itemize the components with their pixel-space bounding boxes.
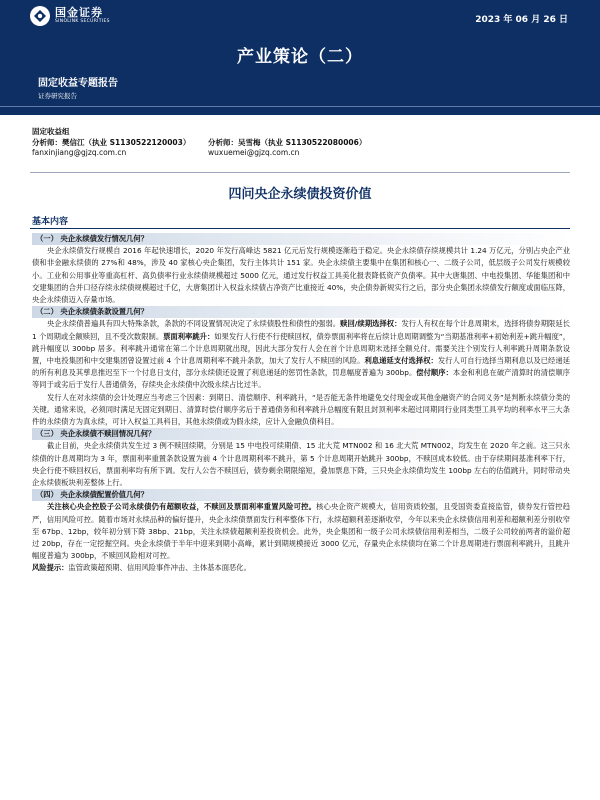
report-header — [0, 0, 600, 115]
paragraph-q4: 关注核心央企控股子公司永续债仍有超额收益，不赎回及票面利率重置风险可控。核心央企资产规模大，信用资质较强，且受国资委直接监管，债券发行管控趋严，信用风险可控。随着市场对永续品种的偏好提升，央企永续债票面发行利率整体下行，永续超额利差逐渐收窄，今年以来央企永续债信用利差和超额利差分别收窄至 67bp、12bp，较年初分别下降 38bp、21bp，关注永续债超额利差投资机会。此外，央企集团和一级子公司永续债信用利差相当，二级子公司较前两者的溢价超过 20bp，存在一定挖掘空间。央企永续债于半年中迎来到期小高峰，累计到期规模接近 3000 亿元，存量央企永续债均在第二个计息周期进行票面利率跳升，且跳升幅度普遍为 300bp，不赎回风险相对可控。 — [32, 502, 570, 561]
paragraph-q3: 截止目前，央企永续债共发生过 3 例不赎回续期，分别是 15 中电投可续期债、15 北大荒 MTN002 和 16 北大荒 MTN002，均发生在 2020 年之前。这三只永续债的计息周期均为 3 年，票面利率重置条款设置为前 4 个计息周期利率不跳升，第 5 个计息周期开始跳升 300bp，不赎回成本较低。由于存续期间基准利率下行，央企行使不赎回权后，票面利率均有所下调。发行人公告不赎回后，债券剩余期限缩短，叠加票息下降，三只央企永续债均发生 100bp 左右的估值跳升，同时带动央企永续债板块利差整体上行。 — [32, 441, 570, 488]
analyst-2-email: wuxuemei@gjzq.com.cn — [208, 148, 300, 157]
report-category: 证券研究报告 — [38, 92, 77, 100]
document-title: 四问央企永续债投资价值 — [228, 187, 372, 202]
meta-divider — [30, 172, 570, 173]
analyst-1-email: fanxinjiang@gjzq.com.cn — [32, 148, 127, 157]
report-date: 2023 年 06 月 26 日 — [475, 15, 568, 25]
question-3-heading: （三） 央企永续债不赎回情况几何？ — [32, 428, 570, 440]
analyst-info — [32, 127, 384, 159]
section-heading: 基本内容 — [32, 217, 69, 227]
logo-name-cn: 国金证券 — [55, 6, 103, 19]
report-type: 固定收益专题报告 — [38, 78, 118, 89]
paragraph-q2-clauses: 央企永续债普遍具有四大特殊条款，条款的不同设置情况决定了永续债股性和债性的强弱。赎回/续期选择权：发行人有权在每个计息周期末，选择将债券期限延长 1 个周期或全额赎回，且不受次数限制。票面利率跳升：如果发行人行使不行使赎回权，债券票面利率将在后续计息周期调整为“当期基准利率+初始利差+跳升幅度”，跳升幅度以 300bp 居多。利率跳升通常在第二个计息周期就出现，因此大部分发行人会在首个计息周期末选择全额兑付。需要关注个别发行人利率跳升周期条款设置，中电投集团和中交建集团曾设置过前 4 个计息周期利率不跳升条款，加大了发行人不赎回的风险。利息递延支付选择权：发行人可自行选择当期利息以及已经递延的所有利息及其孳息推迟至下一个付息日支付，部分永续债还设置了利息递延的惩罚性条款，罚息幅度普遍为 300bp。偿付顺序：本金和利息在破产清算时的清偿顺序等同于或劣后于发行人普通债务，存续央企永续债中次级永续占比过半。 — [32, 319, 571, 390]
logo-name-en: SINOLINK SECURITIES — [55, 19, 110, 24]
analyst-2: 分析师：吴雪梅（执业 S1130522080006） — [208, 137, 367, 147]
header-divider — [0, 106, 600, 107]
question-2-heading: （二） 央企永续债条款设置几何？ — [32, 306, 570, 318]
question-4-heading: （四） 央企永续债配置价值几何？ — [32, 489, 570, 501]
main-content — [32, 233, 570, 575]
logo-icon — [30, 6, 50, 26]
team-name: 固定收益组 — [32, 127, 70, 136]
series-title: 产业策论（二） — [237, 47, 363, 67]
company-logo — [30, 6, 110, 26]
section-divider — [30, 228, 570, 229]
analyst-1: 分析师：樊信江（执业 S1130522120003） — [32, 137, 191, 147]
question-1-heading: （一） 央企永续债发行情况几何？ — [32, 233, 570, 245]
paragraph-q1: 央企永续债发行规模自 2016 年起快速增长，2020 年发行高峰达 5821 亿元后发行规模逐渐趋于稳定。央企永续债存续规模共计 1.24 万亿元，分别占央企产业债和非金融永续债的 27%和 48%，涉及 40 家核心央企集团，发行主体共计 151 家。央企永续债主要集中在集团和核心一、二级子公司，低层级子公司发行规模较小。工业和公用事业等重高杠杆、高负债率行业永续债规模超过 5000 亿元，通过发行权益工具美化报表降低资产负债率。其中大唐集团、中电投集团、华能集团和中交建集团的合并口径存续永续债规模超过千亿，大唐集团计入权益永续债占净资产比重接近 40%，央企债券新规实行之后，部分央企集团永续债发行额度或面临压降，央企永续债迈入存量市场。 — [32, 246, 570, 305]
paragraph-q2-accounting: 发行人在对永续债的会计处理应当考虑三个因素：到期日、清偿顺序、利率跳升，“是否能无条件地避免交付现金或其他金融资产的合同义务”是判断永续债分类的关键。通常来说，必须同时满足无固定到期日、清算时偿付顺序劣后于普通债务和利率跳升总幅度有限且封顶利率未超过同期同行业同类型工具平均的利率水平三大条件的永续债方为真永续，可计入权益工具科目，其他永续债或为假永续，应计入金融负债科目。 — [32, 392, 570, 427]
risk-warning: 风险提示：监管政策超预期、信用风险事件冲击、主体基本面恶化。 — [32, 563, 251, 573]
